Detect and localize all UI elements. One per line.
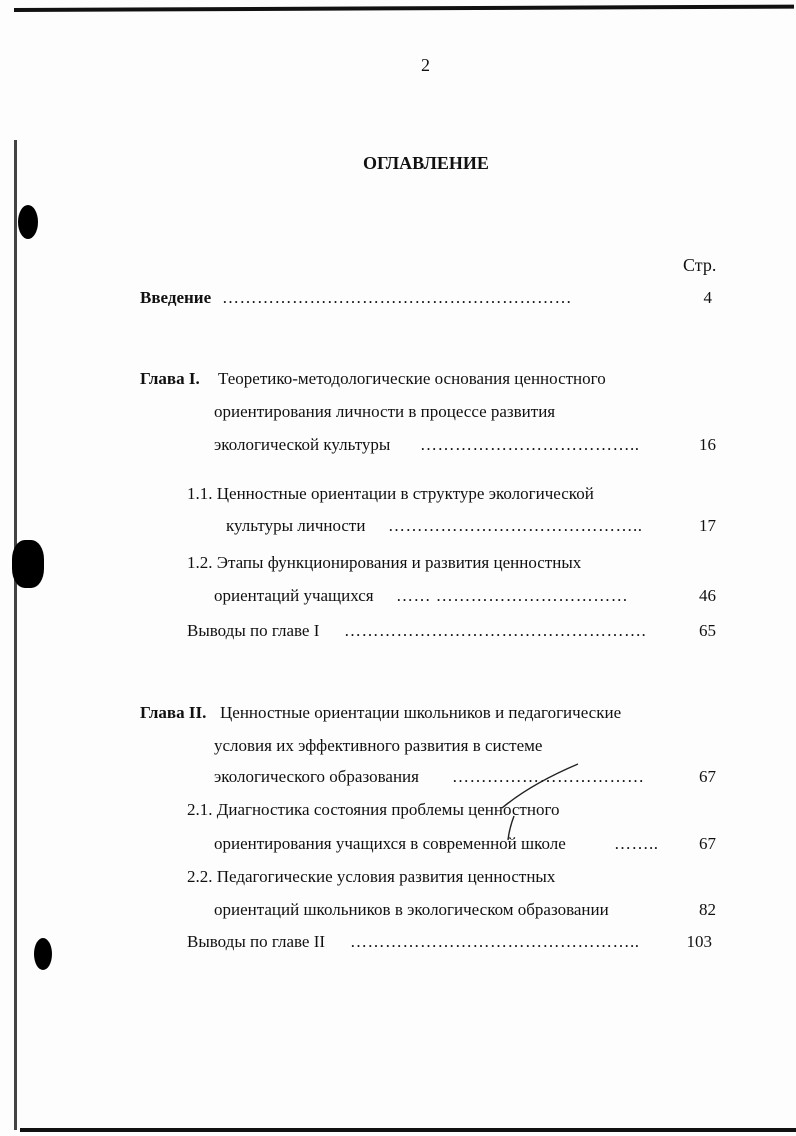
chapter2-title-line2: условия их эффективного развития в системе [214,736,543,755]
chapter2-page: 67 [699,767,716,786]
binding-edge [14,140,17,1130]
section-1-1-line1: 1.1. Ценностные ориентации в структуре экологической [187,484,594,503]
section-2-2-page: 82 [699,900,716,919]
page-column-label: Стр. [683,255,717,275]
toc-leader-dots: …………………………………………………… [222,288,572,307]
section-2-2-line1: 2.2. Педагогические условия развития ценностных [187,867,556,886]
chapter2-title-line1: Ценностные ориентации школьников и педагогические [220,703,622,722]
chapter1-title-line2: ориентирования личности в процессе развития [214,402,556,421]
toc-intro-label: Введение [140,288,212,307]
page-title: ОГЛАВЛЕНИЕ [363,153,489,173]
toc-leader-dots: ……………………………………………. [344,621,647,640]
toc-leader-dots: ……………………………….. [420,435,640,454]
section-1-2-line1: 1.2. Этапы функционирования и развития ценностных [187,553,582,572]
chapter2-title-line3: экологического образования [214,767,419,786]
chapter2-conclusion-page: 103 [686,932,712,951]
ink-blot [18,205,38,239]
chapter1-conclusion: Выводы по главе I [187,621,320,640]
chapter1-page: 16 [699,435,716,454]
section-1-2-line2: ориентаций учащихся [214,586,374,605]
section-1-1-line2: культуры личности [226,516,366,535]
section-1-1-page: 17 [699,516,716,535]
toc-leader-dots: …… …………………………… [396,586,629,605]
toc-leader-dots: ………………………………………….. [350,932,640,951]
chapter1-title-line3: экологической культуры [214,435,391,454]
ink-blot [12,540,44,588]
handwritten-tick-mark [490,758,590,848]
toc-leader-dots: …………………………………….. [388,516,643,535]
section-2-1-line1: 2.1. Диагностика состояния проблемы ценностного [187,800,560,819]
section-2-1-line2: ориентирования учащихся в современной школе [214,834,566,853]
chapter1-conclusion-page: 65 [699,621,716,640]
chapter2-prefix: Глава II. [140,703,207,722]
section-2-2-line2: ориентаций школьников в экологическом образовании [214,900,609,919]
chapter2-conclusion: Выводы по главе II [187,932,326,951]
scan-bottom-edge [20,1128,796,1132]
scan-top-edge [14,5,794,12]
section-1-2-page: 46 [699,586,716,605]
toc-leader-dots: …….. [614,834,659,853]
ink-blot [34,938,52,970]
section-2-1-page: 67 [699,834,716,853]
chapter1-title-line1: Теоретико-методологические основания ценностного [218,369,606,388]
toc-leader-dots: …………………………… [452,767,645,786]
page-number: 2 [421,55,430,75]
toc-intro-page: 4 [703,288,712,307]
chapter1-prefix: Глава I. [140,369,200,388]
